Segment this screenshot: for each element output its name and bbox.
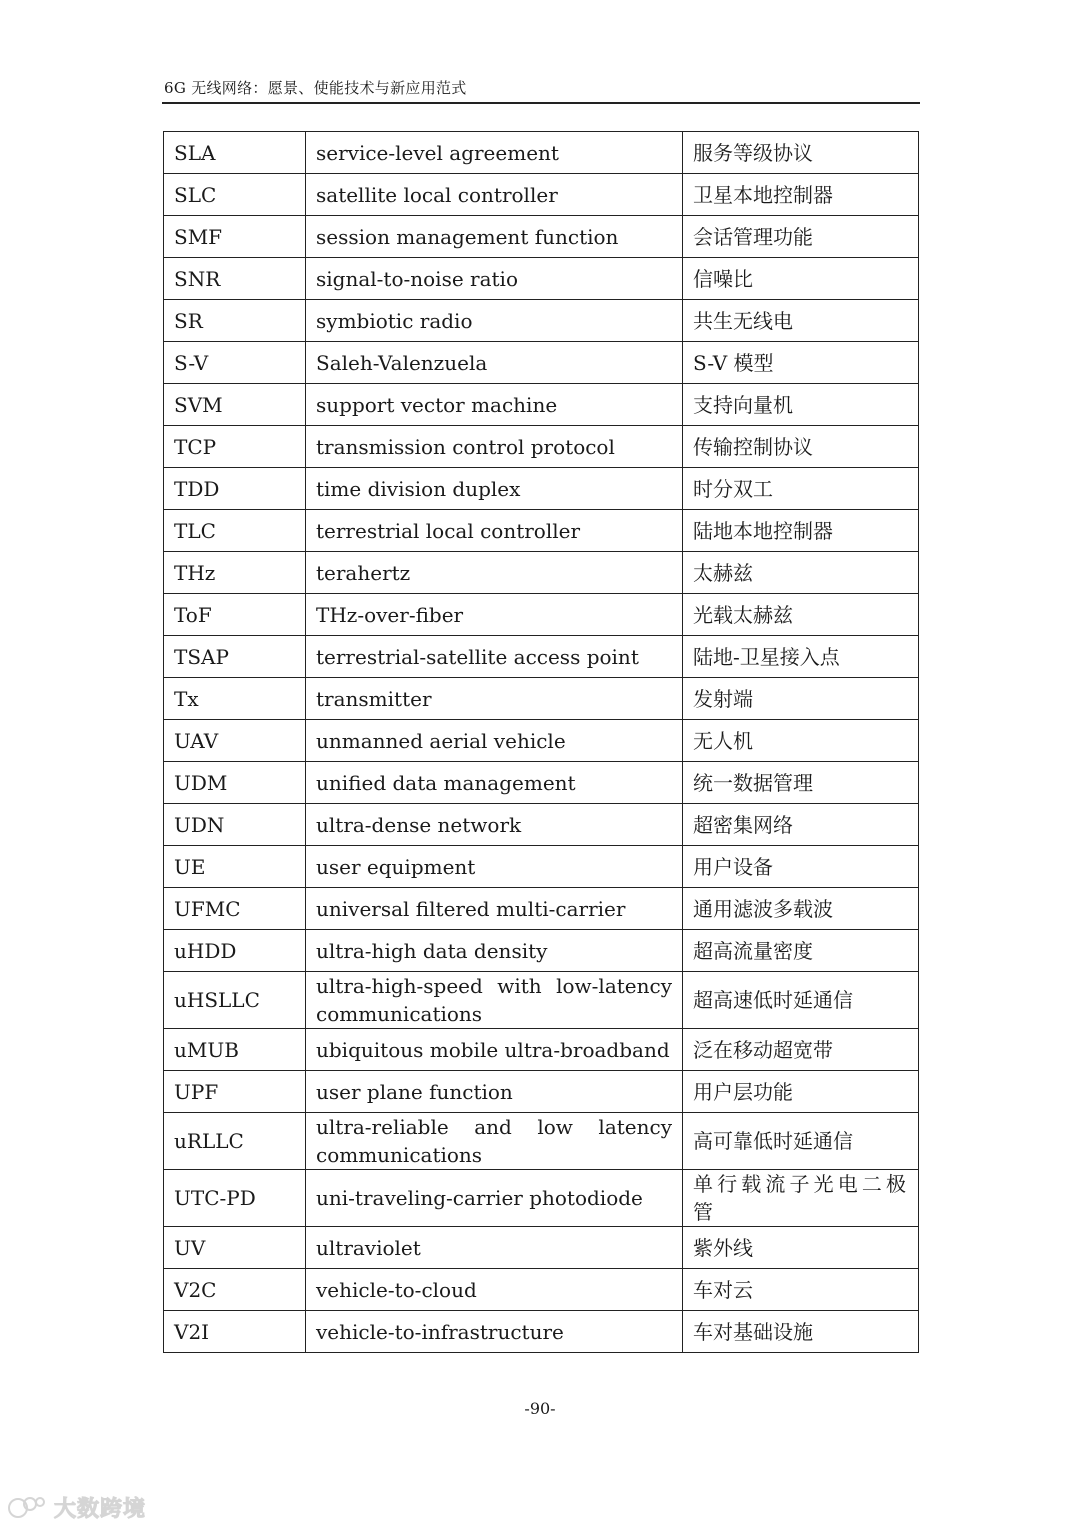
- cn-cell: 用户层功能: [683, 1071, 919, 1113]
- cn-cell: 超高速低时延通信: [683, 972, 919, 1029]
- abbr-cell: SR: [164, 300, 306, 342]
- cn-cell: 统一数据管理: [683, 762, 919, 804]
- abbr-cell: S-V: [164, 342, 306, 384]
- table-row: [164, 300, 919, 342]
- table-row: [164, 552, 919, 594]
- term-cell: time division duplex: [306, 468, 683, 510]
- cn-cell: 通用滤波多载波: [683, 888, 919, 930]
- abbr-cell: SNR: [164, 258, 306, 300]
- table-row: [164, 720, 919, 762]
- term-cell: session management function: [306, 216, 683, 258]
- abbr-cell: TCP: [164, 426, 306, 468]
- abbr-cell: SLA: [164, 132, 306, 174]
- abbr-cell: UDM: [164, 762, 306, 804]
- abbr-cell: UAV: [164, 720, 306, 762]
- table-row: [164, 762, 919, 804]
- cn-cell: 超密集网络: [683, 804, 919, 846]
- cn-cell: 信噪比: [683, 258, 919, 300]
- abbr-cell: UDN: [164, 804, 306, 846]
- cn-cell: 车对云: [683, 1269, 919, 1311]
- cn-cell: 用户设备: [683, 846, 919, 888]
- cn-cell: 时分双工: [683, 468, 919, 510]
- abbr-cell: SLC: [164, 174, 306, 216]
- term-cell: user equipment: [306, 846, 683, 888]
- header-title: 6G 无线网络：愿景、使能技术与新应用范式: [164, 79, 467, 97]
- abbr-cell: TDD: [164, 468, 306, 510]
- abbr-cell: SMF: [164, 216, 306, 258]
- abbr-cell: UV: [164, 1227, 306, 1269]
- term-cell: ubiquitous mobile ultra-broadband: [306, 1029, 683, 1071]
- term-cell: vehicle-to-infrastructure: [306, 1311, 683, 1353]
- term-cell: unified data management: [306, 762, 683, 804]
- cn-cell: 会话管理功能: [683, 216, 919, 258]
- table-row: [164, 1113, 919, 1170]
- cn-cell: 共生无线电: [683, 300, 919, 342]
- table-row: [164, 594, 919, 636]
- table-row: [164, 426, 919, 468]
- cn-cell: 泛在移动超宽带: [683, 1029, 919, 1071]
- cn-cell: 支持向量机: [683, 384, 919, 426]
- cn-cell: 超高流量密度: [683, 930, 919, 972]
- term-cell: support vector machine: [306, 384, 683, 426]
- abbr-cell: TSAP: [164, 636, 306, 678]
- term-cell: terrestrial local controller: [306, 510, 683, 552]
- cn-cell: 太赫兹: [683, 552, 919, 594]
- abbr-cell: UPF: [164, 1071, 306, 1113]
- watermark-text: 大数跨境: [54, 1496, 147, 1522]
- cn-cell: 发射端: [683, 678, 919, 720]
- abbr-cell: UTC-PD: [164, 1170, 306, 1227]
- page-number: -90-: [524, 1399, 556, 1418]
- term-cell: transmitter: [306, 678, 683, 720]
- abbr-cell: SVM: [164, 384, 306, 426]
- abbr-cell: UE: [164, 846, 306, 888]
- cn-cell: 陆地-卫星接入点: [683, 636, 919, 678]
- table-row: [164, 1227, 919, 1269]
- table-row: [164, 846, 919, 888]
- table-row: [164, 1311, 919, 1353]
- table-row: [164, 258, 919, 300]
- term-cell: THz-over-fiber: [306, 594, 683, 636]
- table-row: [164, 342, 919, 384]
- table-row: [164, 510, 919, 552]
- table-row: [164, 1170, 919, 1227]
- cn-cell: 服务等级协议: [683, 132, 919, 174]
- term-cell: unmanned aerial vehicle: [306, 720, 683, 762]
- abbr-cell: THz: [164, 552, 306, 594]
- table-row: [164, 930, 919, 972]
- term-cell: ultra-high-speed with low-latency communications: [306, 972, 683, 1029]
- cn-cell: 传输控制协议: [683, 426, 919, 468]
- table-row: [164, 384, 919, 426]
- cn-cell: 单行载流子光电二极管: [683, 1170, 919, 1227]
- cn-cell: 紫外线: [683, 1227, 919, 1269]
- table-row: [164, 468, 919, 510]
- term-cell: ultra-reliable and low latency communications: [306, 1113, 683, 1170]
- term-cell: terrestrial-satellite access point: [306, 636, 683, 678]
- term-cell: ultra-dense network: [306, 804, 683, 846]
- watermark-logo-icon: [6, 1492, 50, 1522]
- abbr-cell: uRLLC: [164, 1113, 306, 1170]
- term-cell: universal filtered multi-carrier: [306, 888, 683, 930]
- table-row: [164, 1269, 919, 1311]
- cn-cell: 高可靠低时延通信: [683, 1113, 919, 1170]
- table-row: [164, 216, 919, 258]
- table-row: [164, 678, 919, 720]
- term-cell: Saleh-Valenzuela: [306, 342, 683, 384]
- term-cell: user plane function: [306, 1071, 683, 1113]
- term-cell: vehicle-to-cloud: [306, 1269, 683, 1311]
- table-row: [164, 636, 919, 678]
- table-row: [164, 174, 919, 216]
- abbr-cell: V2I: [164, 1311, 306, 1353]
- table-row: [164, 1029, 919, 1071]
- term-cell: terahertz: [306, 552, 683, 594]
- glossary-table: [163, 131, 919, 1353]
- cn-cell: 光载太赫兹: [683, 594, 919, 636]
- abbr-cell: uMUB: [164, 1029, 306, 1071]
- abbr-cell: Tx: [164, 678, 306, 720]
- abbr-cell: UFMC: [164, 888, 306, 930]
- abbr-cell: TLC: [164, 510, 306, 552]
- watermark: [6, 1490, 146, 1524]
- term-cell: ultra-high data density: [306, 930, 683, 972]
- abbr-cell: ToF: [164, 594, 306, 636]
- cn-cell: 卫星本地控制器: [683, 174, 919, 216]
- term-cell: ultraviolet: [306, 1227, 683, 1269]
- term-cell: service-level agreement: [306, 132, 683, 174]
- table-row: [164, 132, 919, 174]
- term-cell: satellite local controller: [306, 174, 683, 216]
- term-cell: symbiotic radio: [306, 300, 683, 342]
- abbr-cell: V2C: [164, 1269, 306, 1311]
- table-row: [164, 972, 919, 1029]
- cn-cell: 无人机: [683, 720, 919, 762]
- table-row: [164, 804, 919, 846]
- cn-cell: 陆地本地控制器: [683, 510, 919, 552]
- term-cell: uni-traveling-carrier photodiode: [306, 1170, 683, 1227]
- page-header: [162, 76, 920, 104]
- term-cell: transmission control protocol: [306, 426, 683, 468]
- table-row: [164, 888, 919, 930]
- abbr-cell: uHDD: [164, 930, 306, 972]
- abbr-cell: uHSLLC: [164, 972, 306, 1029]
- term-cell: signal-to-noise ratio: [306, 258, 683, 300]
- cn-cell: S-V 模型: [683, 342, 919, 384]
- table-row: [164, 1071, 919, 1113]
- cn-cell: 车对基础设施: [683, 1311, 919, 1353]
